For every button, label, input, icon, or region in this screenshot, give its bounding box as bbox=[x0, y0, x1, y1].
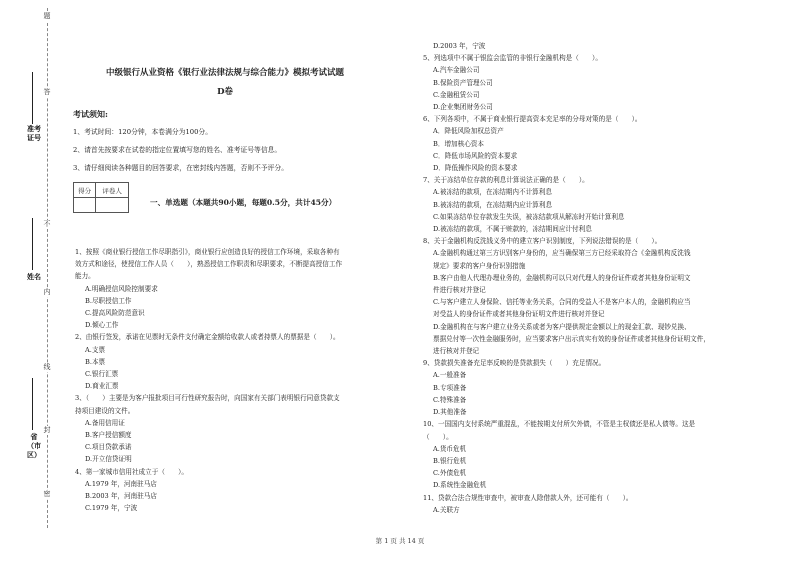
answer-option: A.明确授信风险控制要求 bbox=[85, 284, 158, 293]
answer-option: C.项目贷款承诺 bbox=[85, 443, 132, 452]
answer-option: C.金融租赁公司 bbox=[433, 90, 480, 99]
answer-option: 规定》要求的客户身份识别措施 bbox=[433, 261, 526, 270]
answer-option: D.被冻结的款项，不属于赃款的，冻结期间应计付利息 bbox=[433, 225, 592, 234]
answer-option: B.2003 年，河南驻马店 bbox=[85, 492, 157, 501]
score-label: 得分 bbox=[74, 183, 96, 198]
question-text: 能力。 bbox=[75, 272, 95, 281]
question-text: 3、（ ）主要是为客户报批项目可行性研究报告时，向国家有关部门表明银行同意贷款支 bbox=[75, 394, 340, 403]
question-text: 1、按照《商业银行授信工作尽职指引》，商业银行应创造良好的授信工作环境，采取各种有 bbox=[75, 248, 340, 256]
name-line bbox=[32, 218, 33, 270]
candidate-number-line bbox=[32, 72, 33, 124]
question-text: 持项目建设的文件。 bbox=[75, 406, 135, 415]
answer-option: B.客户由他人代理办理业务的，金融机构可以只对代理人的身份证件或者其他身份证明文 bbox=[433, 273, 691, 282]
answer-option: A.金融机构通过第三方识别客户身份的，应当确保第三方已经采取符合《金融机构反洗钱 bbox=[433, 249, 691, 258]
answer-option: 票据兑付等一次性金融服务时，应当要求客户出示真实有效的身份证件或者其他身份证明文件， bbox=[433, 334, 710, 343]
page-footer: 第 1 页 共 14 页 bbox=[375, 537, 425, 545]
binding-line bbox=[47, 8, 48, 528]
answer-option: D.倾心工作 bbox=[85, 321, 119, 330]
score-box bbox=[73, 182, 129, 213]
answer-option: D.2003 年，宁波 bbox=[433, 42, 486, 50]
answer-option: B.银行危机 bbox=[433, 456, 467, 465]
question-text: 11、贷款合法合规性审查中，被审查人除借款人外，还可能有（ ）。 bbox=[423, 493, 633, 502]
binding-mark: 答 bbox=[37, 88, 57, 97]
answer-option: A．降低风险加权总资产 bbox=[433, 127, 504, 136]
answer-option: B.尽职授信工作 bbox=[85, 296, 132, 305]
right-question-column bbox=[423, 40, 763, 516]
grader-cell bbox=[96, 198, 129, 213]
answer-option: A.关联方 bbox=[433, 505, 460, 514]
answer-option: B.保险资产管理公司 bbox=[433, 78, 493, 87]
question-text: 效方式和途径，使授信工作人员（ ），熟悉授信工作职责和尽职要求，不断提高授信工作 bbox=[75, 260, 343, 269]
notice-item: 3、请仔细阅读各种题目的回答要求，在密封线内答题，否则不予评分。 bbox=[73, 164, 289, 172]
binding-mark: 内 bbox=[37, 288, 57, 297]
answer-option: D.开立信贷证明 bbox=[85, 455, 132, 464]
answer-option: A.1979 年，河南驻马店 bbox=[85, 479, 157, 488]
binding-mark: 线 bbox=[37, 363, 57, 372]
answer-option: A.支票 bbox=[85, 345, 106, 354]
question-text: 5、列选项中不属于银监会监管的非银行金融机构是（ ）。 bbox=[423, 54, 602, 63]
answer-option: B.专项准备 bbox=[433, 383, 467, 392]
score-cell bbox=[74, 198, 96, 213]
question-text: 8、关于金融机构反洗钱义务中的建立客户识别制度，下列说法错误的是（ ）。 bbox=[423, 237, 662, 246]
answer-option: B.被冻结的款项，在冻结期内应计算利息 bbox=[433, 200, 553, 209]
answer-option: 对受益人的身份证件或者其他身份证明文件进行核对并登记 bbox=[433, 310, 605, 319]
answer-option: B．增加核心资本 bbox=[433, 139, 485, 148]
answer-option: A.汽车金融公司 bbox=[433, 66, 480, 75]
question-text: 2、由银行签发，承诺在见票时无条件支付确定金额给收款人或者持票人的票据是（ ）。 bbox=[75, 333, 340, 342]
section-heading: 一、单选题（本题共90小题，每题0.5分，共计45分） bbox=[150, 198, 337, 207]
notice-item: 1、考试时间：120分钟，本卷满分为100分。 bbox=[73, 128, 213, 136]
exam-subtitle: D卷 bbox=[217, 87, 233, 97]
binding-mark: 封 bbox=[37, 426, 57, 435]
answer-option: B.客户授信额度 bbox=[85, 431, 132, 440]
question-text: 6、下列各项中，不属于商业银行提高资本充足率的分母对策的是（ ）。 bbox=[423, 115, 642, 124]
answer-option: C．降低市场风险的资本要求 bbox=[433, 151, 518, 160]
answer-option: D.金融机构在与客户建立业务关系或者为客户提供规定金额以上的现金汇款、现钞兑换、 bbox=[433, 322, 691, 331]
answer-option: A.货币危机 bbox=[433, 444, 467, 453]
answer-option: D.系统性金融危机 bbox=[433, 481, 487, 490]
answer-option: A.一般准备 bbox=[433, 371, 467, 380]
grader-label: 评卷人 bbox=[96, 183, 129, 198]
answer-option: C.1979 年，宁波 bbox=[85, 504, 138, 513]
answer-option: C.与客户建立人身保险、信托等业务关系，合同的受益人不是客户本人的，金融机构应当 bbox=[433, 298, 691, 307]
answer-option: C.外债危机 bbox=[433, 469, 467, 478]
province-line bbox=[32, 378, 33, 430]
left-question-column bbox=[75, 246, 415, 514]
answer-option: D.企业集团财务公司 bbox=[433, 103, 493, 112]
answer-option: D.其他准备 bbox=[433, 408, 467, 417]
question-text: 9、贷款损失准备充足率反映的是贷款损失（ ）充足情况。 bbox=[423, 359, 606, 368]
answer-option: A.被冻结的款项，在冻结期内不计算利息 bbox=[433, 188, 552, 197]
name-label: 姓名 bbox=[27, 272, 41, 281]
binding-mark: 密 bbox=[37, 490, 57, 499]
answer-option: A.备用信用证 bbox=[85, 418, 125, 427]
question-text: 10、一国国内支付系统严重混乱，不能按期支付所欠外债，不管是主权债还是私人债等。这是 bbox=[423, 420, 696, 429]
answer-option: D.商业汇票 bbox=[85, 382, 119, 391]
answer-option: 件进行核对并登记 bbox=[433, 286, 486, 295]
answer-option: C.银行汇票 bbox=[85, 370, 119, 379]
notice-heading: 考试须知: bbox=[73, 109, 108, 119]
answer-option: B.本票 bbox=[85, 357, 106, 366]
exam-title: 中级银行从业资格《银行业法律法规与综合能力》模拟考试试题 bbox=[105, 68, 344, 78]
binding-mark: 不 bbox=[37, 220, 57, 229]
binding-mark: 题 bbox=[37, 12, 57, 21]
question-text: （ ）。 bbox=[423, 432, 453, 441]
answer-option: C.提高风险防范意识 bbox=[85, 309, 145, 318]
answer-option: D．降低操作风险的资本要求 bbox=[433, 164, 518, 173]
answer-option: C.特殊准备 bbox=[433, 395, 467, 404]
answer-option: C.如果冻结单位存款发生失误，被冻结款项从解冻时开始计算利息 bbox=[433, 212, 625, 221]
question-text: 7、关于冻结单位存款的利息计算说法正确的是（ ）。 bbox=[423, 176, 589, 185]
candidate-number-label: 准考证号 bbox=[27, 124, 41, 142]
notice-item: 2、请首先按要求在试卷的指定位置填写您的姓名、准考证号等信息。 bbox=[73, 146, 282, 154]
province-label: 省（市区） bbox=[27, 432, 41, 459]
question-text: 4、第一家城市信用社成立于（ ）。 bbox=[75, 467, 188, 476]
answer-option: 进行核对并登记 bbox=[433, 347, 480, 356]
